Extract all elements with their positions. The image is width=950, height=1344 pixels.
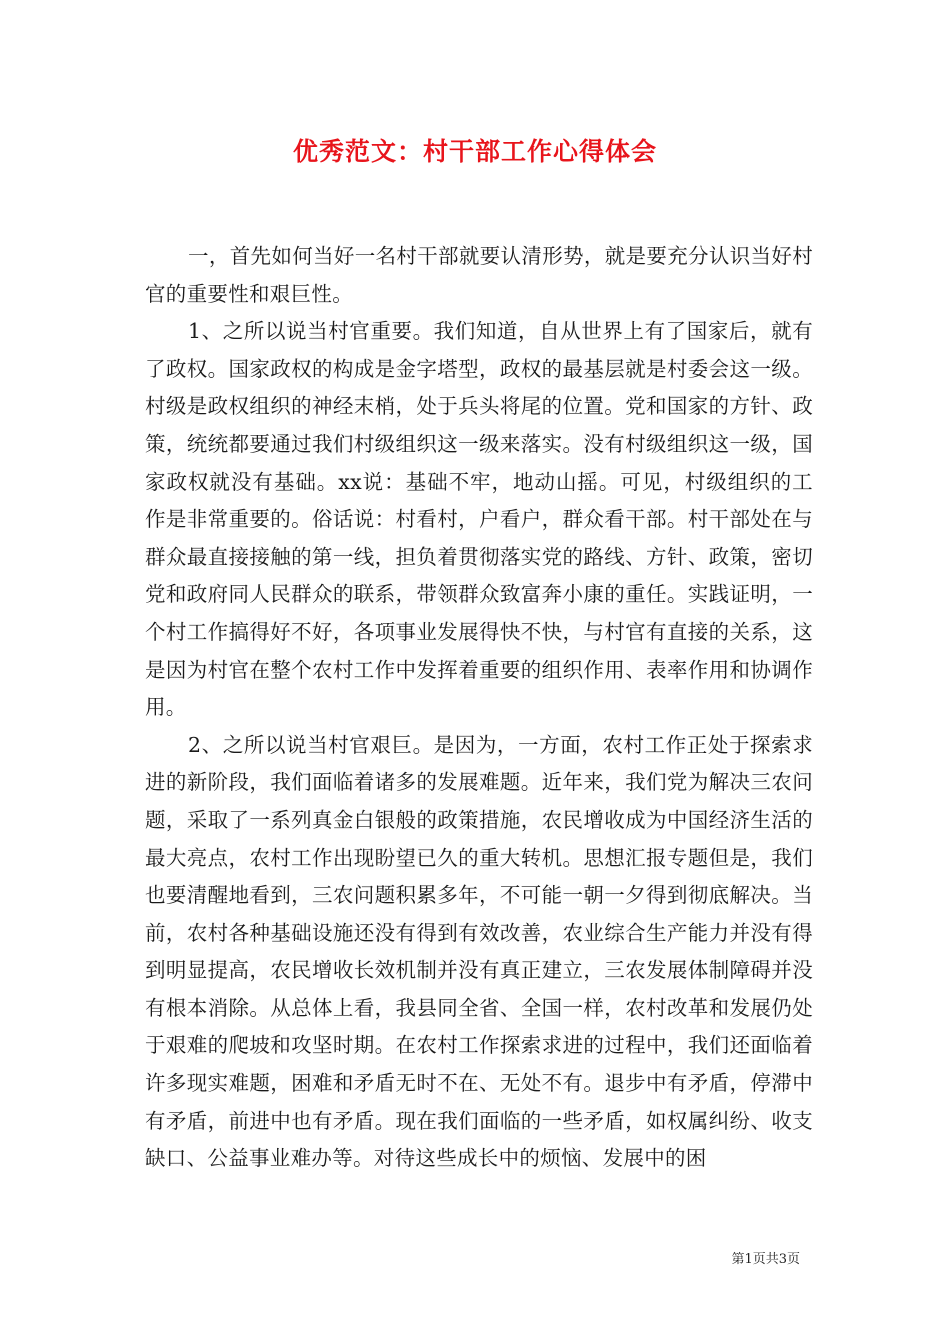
page-number: 第1页共3页 xyxy=(731,1252,800,1267)
paragraph-intro: 一，首先如何当好一名村干部就要认清形势，就是要充分认识当好村官的重要性和艰巨性。 xyxy=(145,244,813,306)
paragraph-difficulty: 2、之所以说当村官艰巨。是因为，一方面，农村工作正处于探索求进的新阶段，我们面临着诸多的发展难题。近年来，我们党为解决三农问题，采取了一系列真金白银般的政策措施，农民增收成为中国经济生活的最大亮点，农村工作出现盼望已久的重大转机。思想汇报专题但是，我们也要清醒地看到，三农问题积累多年，不可能一朝一夕得到彻底解决。当前，农村各种基础设施还没有得到有效改善，农业综合生产能力并没有得到明显提高，农民增收长效机制并没有真正建立，三农发展体制障碍并没有根本消除。从总体上看，我县同全省、全国一样，农村改革和发展仍处于艰难的爬坡和攻坚时期。在农村工作探索求进的过程中，我们还面临着许多现实难题，困难和矛盾无时不在、无处不有。退步中有矛盾，停滞中有矛盾，前进中也有矛盾。现在我们面临的一些矛盾，如权属纠纷、收支缺口、公益事业难办等。对待这些成长中的烦恼、发展中的困 xyxy=(145,732,813,1171)
document-title: 优秀范文：村干部工作心得体会 xyxy=(292,137,657,166)
document-body xyxy=(145,238,813,1178)
paragraph-importance: 1、之所以说当村官重要。我们知道，自从世界上有了国家后，就有了政权。国家政权的构成是金字塔型，政权的最基层就是村委会这一级。村级是政权组织的神经末梢，处于兵头将尾的位置。党和国家的方针、政策，统统都要通过我们村级组织这一级来落实。没有村级组织这一级，国家政权就没有基础。xx说：基础不牢，地动山摇。可见，村级组织的工作是非常重要的。俗话说：村看村，户看户，群众看干部。村干部处在与群众最直接接触的第一线，担负着贯彻落实党的路线、方针、政策，密切党和政府同人民群众的联系，带领群众致富奔小康的重任。实践证明，一个村工作搞得好不好，各项事业发展得快不快，与村官有直接的关系，这是因为村官在整个农村工作中发挥着重要的组织作用、表率作用和协调作用。 xyxy=(145,319,813,720)
